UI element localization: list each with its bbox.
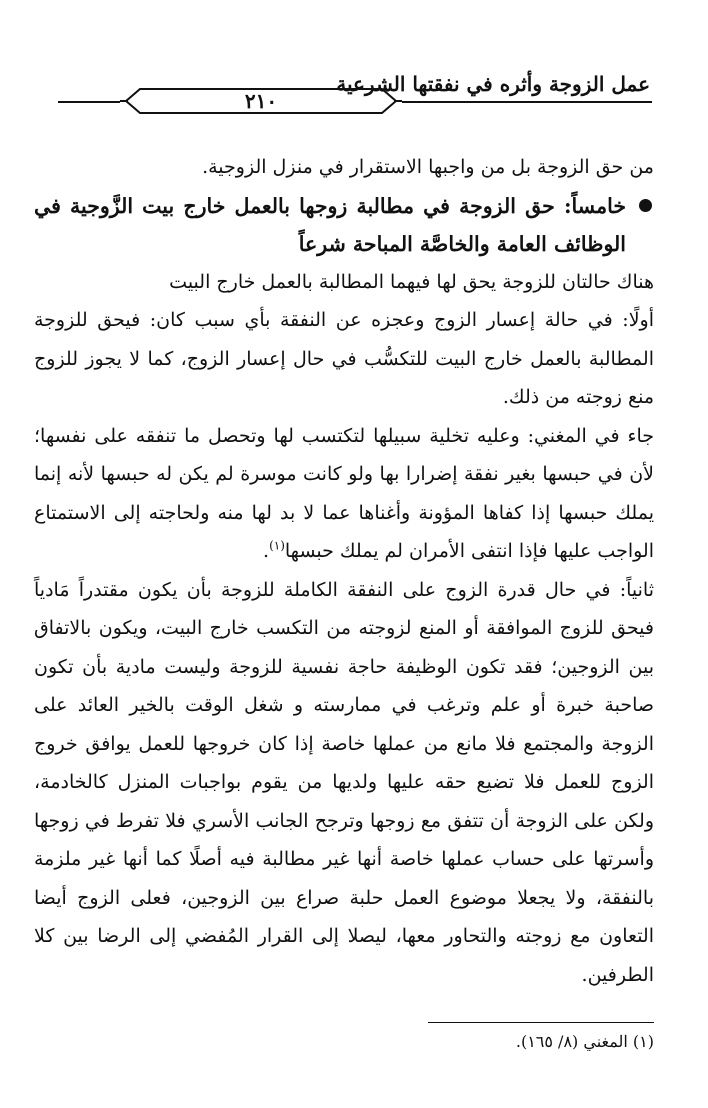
section-heading: خامساً: حق الزوجة في مطالبة زوجها بالعمل خارج بيت الزَّوجية في الوظائف العامة والخاصَّة المباحة شرعاً [34,193,626,256]
paragraph: أولًا: في حالة إعسار الزوج وعجزه عن النفقة بأي سبب كان: فيحق للزوجة المطالبة بالعمل خارج البيت للتكسُّب في حال إعسار الزوج، كما لا يجوز للزوج منع زوجته من ذلك. [34,309,654,408]
quote-text: جاء في المغني: وعليه تخلية سبيلها لتكتسب لها وتحصل ما تنفقه على نفسها؛ لأن في حبسها بغير نفقة إضرارا بها ولو كانت موسرة لم يكن له حبسها لأنه إنما يملك حبسها إذا كفاها المؤونة وأغناها عما لا بد لها منه ولحاجته إلى الاستمتاع الواجب عليها فإذا انتفى الأمران لم يملك حبسها [34,424,654,562]
body-text [34,148,654,994]
page-header [0,0,708,130]
page-number: ٢١٠ [244,89,278,113]
bullet-icon [639,199,652,212]
paragraph: هناك حالتان للزوجة يحق لها فيهما المطالبة بالعمل خارج البيت [169,270,654,293]
paragraph [34,417,654,571]
header-rule-right [402,101,652,103]
footnote-separator [428,1022,654,1023]
header-rule-left [58,101,120,103]
quote-end: . [263,540,270,562]
footnote: (١) المغني (٨/ ١٦٥). [515,1032,654,1051]
section-heading-block [34,187,654,263]
running-title: عمل الزوجة وأثره في نفقتها الشرعية [336,72,650,96]
paragraph: من حق الزوجة بل من واجبها الاستقرار في منزل الزوجية. [202,156,654,178]
paragraph: ثانياً: في حال قدرة الزوج على النفقة الكاملة للزوجة بأن يكون مقتدراً مَادياً فيحق للزوج الموافقة أو المنع لزوجته من التكسب خارج البيت، ويكون بالاتفاق بين الزوجين؛ فقد تكون الوظيفة حاجة نفسية للزوجة وليست مادية بأن تكون صاحبة خبرة أو علم وترغب في ممارسته و شغل الوقت بالخير العائد على الزوجة والمجتمع فلا مانع من عملها خاصة إذا كان خروجها للعمل يوافق خروج الزوج للعمل فلا تضيع حقه عليها ولديها من يقوم بواجبات المنزل كالخادمة، ولكن على الزوجة أن تتفق مع زوجها وترجح الجانب الأسري فلا تفرط في زوجها وأسرتها على حساب عملها خاصة أنها غير مطالبة فيه أصلًا كما أنها غير ملزمة بالنفقة، ولا يجعلا موضوع العمل حلبة صراع بين الزوجين، فعلى الزوج أيضا التعاون مع زوجته والتحاور معها، ليصلا إلى القرار المُفضي إلى الرضا بين كلا الطرفين. [34,578,654,986]
footnote-reference: (١) [269,538,285,553]
page-number-frame [120,86,402,116]
